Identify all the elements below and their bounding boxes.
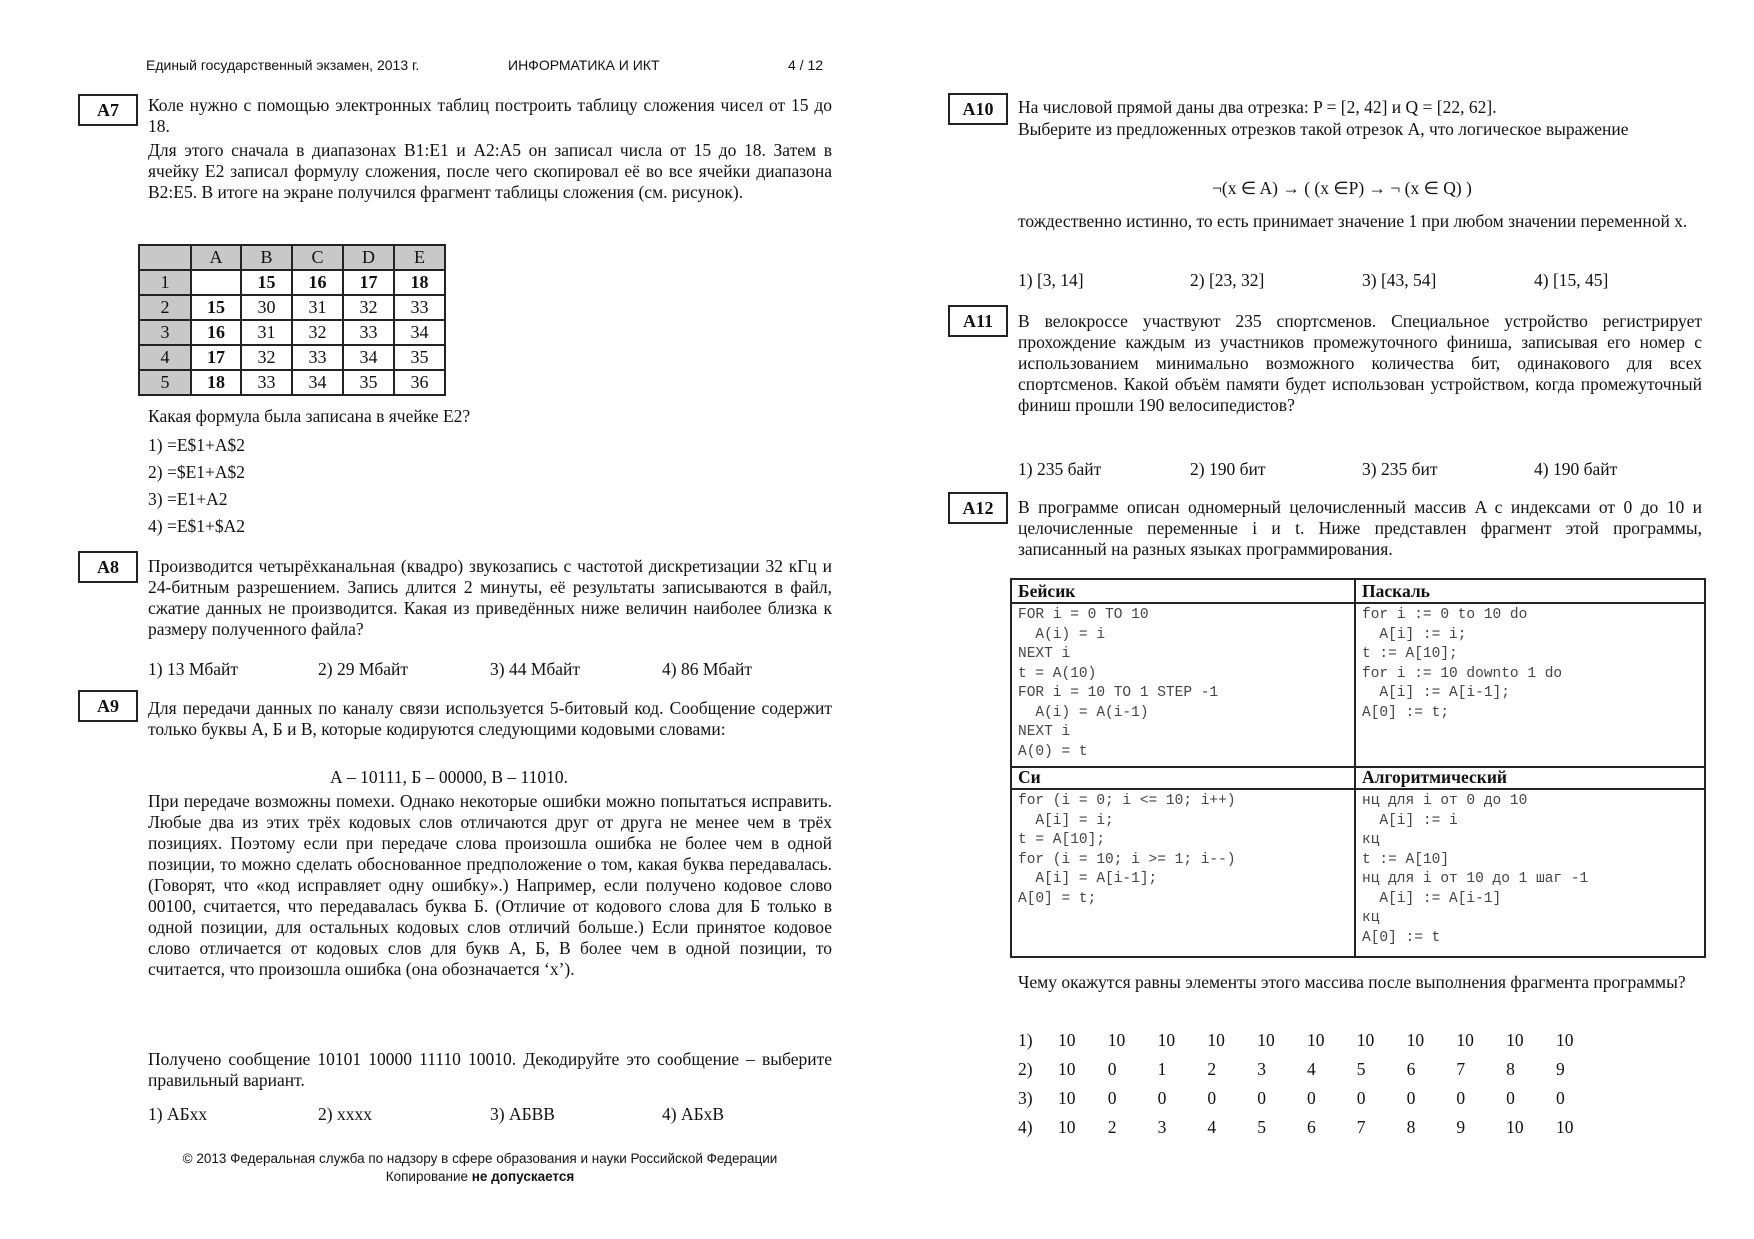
a10-text3: тождественно истинно, то есть принимает значение 1 при любом значении переменной x.: [1018, 211, 1688, 231]
answer-value: 10: [1356, 1030, 1375, 1050]
answer-value: 10: [1058, 1030, 1076, 1050]
answer-value: 8: [1406, 1117, 1416, 1137]
code-title-basic: Бейсик: [1018, 581, 1076, 601]
answer-row: [1018, 1088, 1606, 1109]
table-cell: 34: [292, 370, 343, 395]
row-header: 3: [139, 320, 191, 345]
answer-value: 6: [1406, 1059, 1416, 1079]
table-row: [139, 345, 445, 370]
a7-question: Какая формула была записана в ячейке E2?: [148, 406, 471, 426]
column-header: [139, 245, 191, 270]
answer-value: 10: [1555, 1030, 1574, 1050]
answer-value: 3: [1257, 1059, 1266, 1079]
table-cell: [191, 270, 241, 295]
answer-row: [1018, 1030, 1606, 1051]
a10-option-1: 1) [3, 14]: [1018, 270, 1084, 290]
answer-value: 5: [1356, 1059, 1366, 1079]
table-cell: 31: [241, 320, 292, 345]
code-c: for (i = 0; i <= 10; i++) A[i] = i; t = A[10]; for (i = 10; i >= 1; i--) A[i] = A[i-1]; A[0] = t;: [1018, 793, 1236, 907]
answer-value: 0: [1107, 1059, 1117, 1079]
code-title-c: Си: [1018, 767, 1041, 787]
answer-value: 9: [1456, 1117, 1466, 1137]
task-label-a12: А12: [948, 492, 1008, 524]
code-table-hdivider-3: [1012, 788, 1704, 790]
a7-text1: Коле нужно с помощью электронных таблиц построить таблицу сложения чисел от 15 до 18.: [148, 95, 832, 136]
footer: [120, 1150, 840, 1186]
answer-value: 0: [1456, 1088, 1466, 1108]
table-cell: 32: [241, 345, 292, 370]
answer-value: 10: [1207, 1030, 1225, 1050]
code-table-hdivider-1: [1012, 602, 1704, 604]
answer-value: 0: [1356, 1088, 1366, 1108]
answer-value: 10: [1107, 1030, 1126, 1050]
a8-option-4: 4) 86 Мбайт: [662, 659, 753, 679]
answer-number: 3): [1018, 1088, 1033, 1108]
a10-text1: На числовой прямой даны два отрезка: P = [2, 42] и Q = [22, 62].: [1018, 97, 1497, 117]
a8-options: [148, 659, 752, 680]
a11-option-4: 4) 190 байт: [1534, 459, 1618, 479]
answer-row: [1018, 1059, 1606, 1080]
table-row: [139, 295, 445, 320]
answer-number: 2): [1018, 1059, 1033, 1079]
spreadsheet-table: [138, 244, 446, 396]
answer-value: 10: [1456, 1030, 1474, 1050]
answer-number: 4): [1018, 1117, 1033, 1137]
table-cell: 31: [292, 295, 343, 320]
answer-value: 0: [1157, 1088, 1167, 1108]
answer-value: 0: [1257, 1088, 1266, 1108]
a12-text: В программе описан одномерный целочисленный массив A с индексами от 0 до 10 и целочисленные переменные i и t. Ниже представлен фрагмент этой программы, записанный на разных языках программирования.: [1018, 497, 1702, 559]
a9-text3: Получено сообщение 10101 10000 11110 10010. Декодируйте это сообщение – выберите правильный вариант.: [148, 1049, 832, 1090]
answer-number: 1): [1018, 1030, 1033, 1050]
row-header: 5: [139, 370, 191, 395]
table-cell: 36: [394, 370, 445, 395]
a7-text2: Для этого сначала в диапазонах B1:E1 и A2:A5 он записал числа от 15 до 18. Затем в ячейку E2 записал формулу сложения, после чего скопировал её во все ячейки диапазона B2:E5. В итоге на экране получился фрагмент таблицы сложения (см. рисунок).: [148, 140, 832, 202]
a9-option-2: 2) xxxx: [318, 1104, 372, 1124]
table-cell: 33: [343, 320, 394, 345]
footer-notice: [120, 1168, 840, 1186]
answer-value: 0: [1207, 1088, 1217, 1108]
answer-value: 0: [1406, 1088, 1416, 1108]
task-label-a8: А8: [78, 551, 138, 583]
table-cell: 16: [292, 270, 343, 295]
answer-value: 7: [1456, 1059, 1466, 1079]
answer-value: 10: [1506, 1117, 1524, 1137]
a7-option-2: 2) =$E1+A$2: [148, 462, 246, 482]
answer-value: 7: [1356, 1117, 1366, 1137]
a10-options: [1018, 270, 1608, 291]
column-header: A: [191, 245, 241, 270]
code-basic: FOR i = 0 TO 10 A(i) = i NEXT i t = A(10) FOR i = 10 TO 1 STEP -1 A(i) = A(i-1) NEXT i A(0) = t: [1018, 607, 1219, 760]
a11-option-2: 2) 190 бит: [1190, 459, 1266, 479]
row-header: 4: [139, 345, 191, 370]
a9-option-1: 1) АБxx: [148, 1104, 208, 1124]
a8-text: Производится четырёхканальная (квадро) звукозапись с частотой дискретизации 32 кГц и 24-битным разрешением. Запись длится 2 минуты, её результаты записываются в файл, сжатие данных не производится. Какая из приведённых ниже величин наиболее близка к размеру полученного файла?: [148, 556, 832, 639]
answer-value: 10: [1257, 1030, 1275, 1050]
answer-value: 6: [1306, 1117, 1316, 1137]
table-cell: 33: [292, 345, 343, 370]
a9-options: [148, 1104, 724, 1125]
answer-value: 3: [1157, 1117, 1167, 1137]
answer-value: 10: [1058, 1088, 1076, 1108]
table-cell: 35: [394, 345, 445, 370]
answer-value: 0: [1306, 1088, 1316, 1108]
answer-value: 10: [1157, 1030, 1176, 1050]
table-cell: 33: [241, 370, 292, 395]
answer-value: 10: [1058, 1117, 1076, 1137]
row-header: 1: [139, 270, 191, 295]
table-cell: 17: [191, 345, 241, 370]
table-row: [139, 270, 445, 295]
answer-value: 10: [1506, 1030, 1524, 1050]
a7-option-4: 4) =E$1+$A2: [148, 516, 246, 536]
task-label-a7: А7: [78, 94, 138, 126]
answer-value: 1: [1157, 1059, 1167, 1079]
a10-text2: Выберите из предложенных отрезков такой отрезок A, что логическое выражение: [1018, 119, 1629, 139]
answer-value: 5: [1257, 1117, 1266, 1137]
answer-value: 8: [1506, 1059, 1515, 1079]
answer-row: [1018, 1117, 1606, 1138]
table-cell: 18: [394, 270, 445, 295]
column-header: D: [343, 245, 394, 270]
answer-value: 2: [1207, 1059, 1217, 1079]
a11-options: [1018, 459, 1617, 480]
table-cell: 35: [343, 370, 394, 395]
header-subject: ИНФОРМАТИКА И ИКТ: [508, 57, 660, 73]
answer-value: 10: [1555, 1117, 1574, 1137]
answer-value: 2: [1107, 1117, 1117, 1137]
a12-question: Чему окажутся равны элементы этого массива после выполнения фрагмента программы?: [1018, 972, 1686, 992]
a9-text2: При передаче возможны помехи. Однако некоторые ошибки можно попытаться исправить. Любые два из этих трёх кодовых слов отличаются друг от друга не менее чем в трёх позициях. Поэтому если при передаче слова произошла ошибка не более чем в одной позиции, то можно сделать обоснованное предположение о том, какая буква передавалась. (Говорят, что «код исправляет одну ошибку».) Например, если получено кодовое слово 00100, считается, что передавалась буква Б. (Отличие от кодового слова для Б только в одной позиции, для остальных кодовых слов отличий больше.) Если принятое кодовое слово отличается от кодовых слов для букв А, Б, В более чем в одной позиции, то считается, что произошла ошибка (она обозначается ‘x’).: [148, 791, 832, 979]
code-table: [1010, 578, 1706, 958]
a7-option-3: 3) =E1+A2: [148, 489, 228, 509]
answer-value: 10: [1306, 1030, 1325, 1050]
a8-option-1: 1) 13 Мбайт: [148, 659, 239, 679]
a9-codes: А – 10111, Б – 00000, В – 11010.: [330, 767, 569, 787]
footer-copyright: © 2013 Федеральная служба по надзору в сфере образования и науки Российской Федерации: [182, 1151, 778, 1166]
a8-option-3: 3) 44 Мбайт: [490, 659, 581, 679]
a10-formula: ¬(x ∈ A) → ( (x ∈P) → ¬ (x ∈ Q) ): [1212, 178, 1472, 198]
table-cell: 34: [343, 345, 394, 370]
task-label-a9: А9: [78, 690, 138, 722]
code-alg: нц для i от 0 до 10 A[i] := i кц t := A[10] нц для i от 10 до 1 шаг -1 A[i] := A[i-1] кц A[0] := t: [1362, 793, 1589, 946]
table-cell: 32: [343, 295, 394, 320]
task-label-a11: А11: [948, 305, 1008, 337]
table-cell: 18: [191, 370, 241, 395]
a10-option-2: 2) [23, 32]: [1190, 270, 1265, 290]
table-cell: 15: [191, 295, 241, 320]
a9-option-3: 3) АБВВ: [490, 1104, 555, 1124]
footer-notice-prefix: Копирование: [385, 1169, 472, 1184]
table-cell: 32: [292, 320, 343, 345]
answer-value: 4: [1207, 1117, 1217, 1137]
a10-option-3: 3) [43, 54]: [1362, 270, 1437, 290]
answer-value: 9: [1555, 1059, 1565, 1079]
column-header: E: [394, 245, 445, 270]
answer-value: 0: [1506, 1088, 1515, 1108]
a9-option-4: 4) АБxВ: [662, 1104, 725, 1124]
code-title-pascal: Паскаль: [1362, 581, 1430, 601]
task-label-a10: А10: [948, 93, 1008, 125]
answer-value: 10: [1406, 1030, 1425, 1050]
a11-option-3: 3) 235 бит: [1362, 459, 1438, 479]
code-title-alg: Алгоритмический: [1362, 767, 1507, 787]
header-page: 4 / 12: [788, 57, 824, 73]
table-row: [139, 320, 445, 345]
row-header: 2: [139, 295, 191, 320]
table-cell: 34: [394, 320, 445, 345]
column-header: B: [241, 245, 292, 270]
footer-notice-bold: не допускается: [471, 1169, 575, 1184]
answer-value: 0: [1107, 1088, 1117, 1108]
table-cell: 16: [191, 320, 241, 345]
answer-value: 4: [1306, 1059, 1316, 1079]
a10-option-4: 4) [15, 45]: [1534, 270, 1609, 290]
a9-text1: Для передачи данных по каналу связи используется 5-битовый код. Сообщение содержит только буквы А, Б и В, которые кодируются следующими кодовыми словами:: [148, 698, 832, 739]
table-cell: 33: [394, 295, 445, 320]
answer-value: 10: [1058, 1059, 1076, 1079]
table-row: [139, 370, 445, 395]
code-pascal: for i := 0 to 10 do A[i] := i; t := A[10]; for i := 10 downto 1 do A[i] := A[i-1]; A[0] := t;: [1362, 607, 1563, 721]
table-cell: 15: [241, 270, 292, 295]
header-exam: Единый государственный экзамен, 2013 г.: [146, 57, 420, 73]
a11-text: В велокроссе участвуют 235 спортсменов. Специальное устройство регистрирует прохождение каждым из участников промежуточного финиша, записывая его номер с использованием минимально возможного количества бит, одинакового для всех спортсменов. Какой объём памяти будет использован устройством, когда промежуточный финиш прошли 190 велосипедистов?: [1018, 311, 1702, 415]
table-cell: 30: [241, 295, 292, 320]
a7-option-1: 1) =E$1+A$2: [148, 435, 246, 455]
a8-option-2: 2) 29 Мбайт: [318, 659, 409, 679]
column-header: C: [292, 245, 343, 270]
table-cell: 17: [343, 270, 394, 295]
a11-option-1: 1) 235 байт: [1018, 459, 1102, 479]
answer-value: 0: [1555, 1088, 1565, 1108]
